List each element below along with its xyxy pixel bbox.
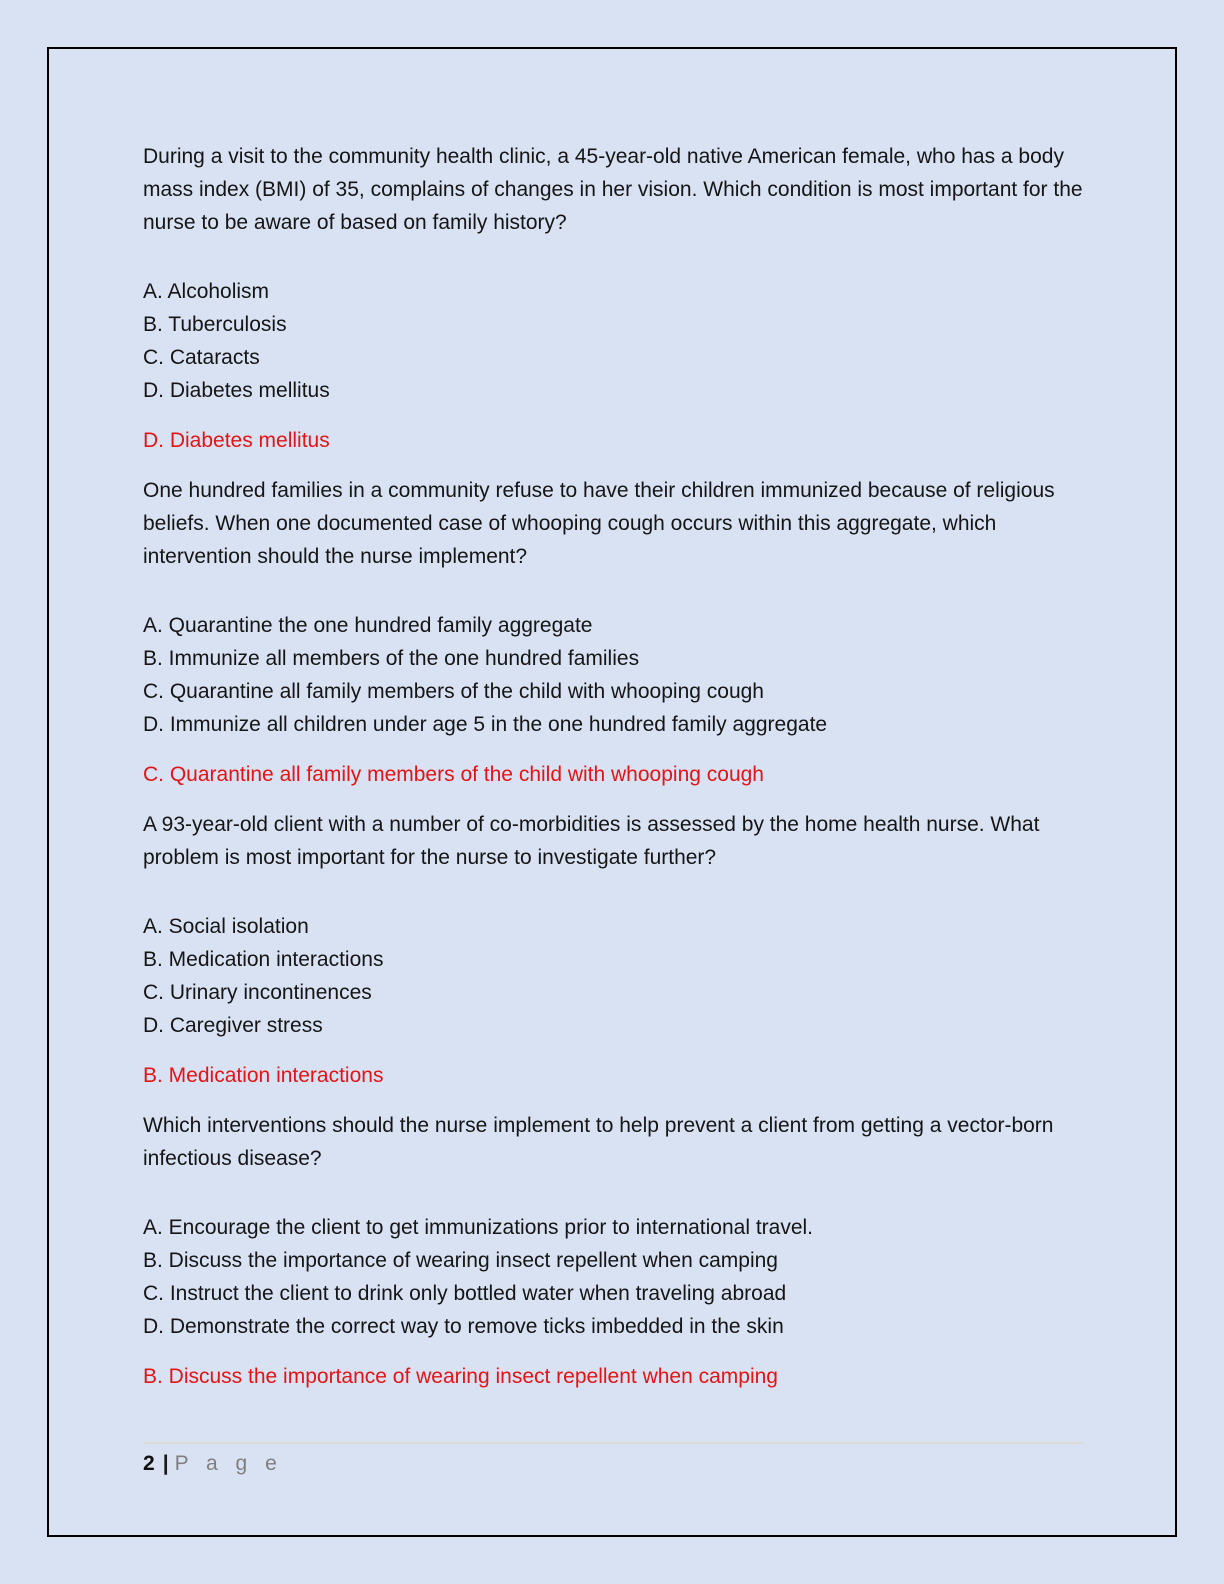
correct-answer: B. Medication interactions (143, 1064, 384, 1087)
answer-option: C. Cataracts (143, 346, 260, 369)
answer-option: A. Alcoholism (143, 280, 270, 303)
answer-option: C. Quarantine all family members of the child with whooping cough (143, 680, 764, 703)
question-options (143, 275, 1088, 407)
correct-answer: C. Quarantine all family members of the child with whooping cough (143, 763, 764, 786)
document-content (143, 140, 1088, 1410)
question-options (143, 1211, 1088, 1343)
answer-option: A. Social isolation (143, 915, 309, 938)
question-prompt: Which interventions should the nurse implement to help prevent a client from getting a vector-born infectious disease? (143, 1114, 1054, 1170)
answer-option: B. Discuss the importance of wearing insect repellent when camping (143, 1249, 778, 1272)
question-block (143, 1109, 1088, 1393)
answer-option: B. Medication interactions (143, 948, 384, 971)
answer-option: D. Immunize all children under age 5 in the one hundred family aggregate (143, 713, 828, 736)
footer-page-label: P a g e (174, 1452, 283, 1475)
question-prompt: A 93-year-old client with a number of co-morbidities is assessed by the home health nurse. What problem is most important for the nurse to investigate further? (143, 813, 1040, 869)
page-footer (143, 1442, 1083, 1477)
correct-answer: B. Discuss the importance of wearing insect repellent when camping (143, 1365, 778, 1388)
question-prompt: One hundred families in a community refuse to have their children immunized because of religious beliefs. When one documented case of whooping cough occurs within this aggregate, which intervention should the nurse implement? (143, 479, 1055, 568)
question-options (143, 609, 1088, 741)
answer-option: D. Caregiver stress (143, 1014, 323, 1037)
answer-option: C. Urinary incontinences (143, 981, 372, 1004)
answer-option: A. Quarantine the one hundred family aggregate (143, 614, 593, 637)
question-block (143, 808, 1088, 1092)
question-options (143, 910, 1088, 1042)
answer-option: B. Tuberculosis (143, 313, 287, 336)
correct-answer: D. Diabetes mellitus (143, 429, 330, 452)
answer-option: D. Demonstrate the correct way to remove ticks imbedded in the skin (143, 1315, 784, 1338)
footer-separator: | (162, 1452, 169, 1475)
answer-option: C. Instruct the client to drink only bottled water when traveling abroad (143, 1282, 787, 1305)
answer-option: D. Diabetes mellitus (143, 379, 330, 402)
answer-option: B. Immunize all members of the one hundred families (143, 647, 640, 670)
answer-option: A. Encourage the client to get immunizations prior to international travel. (143, 1216, 814, 1239)
page-number: 2 (143, 1452, 155, 1475)
question-prompt: During a visit to the community health clinic, a 45-year-old native American female, who has a body mass index (BMI) of 35, complains of changes in her vision. Which condition is most important for the nurse to be aware of based on family history? (143, 145, 1083, 234)
question-block (143, 140, 1088, 457)
question-block (143, 474, 1088, 791)
